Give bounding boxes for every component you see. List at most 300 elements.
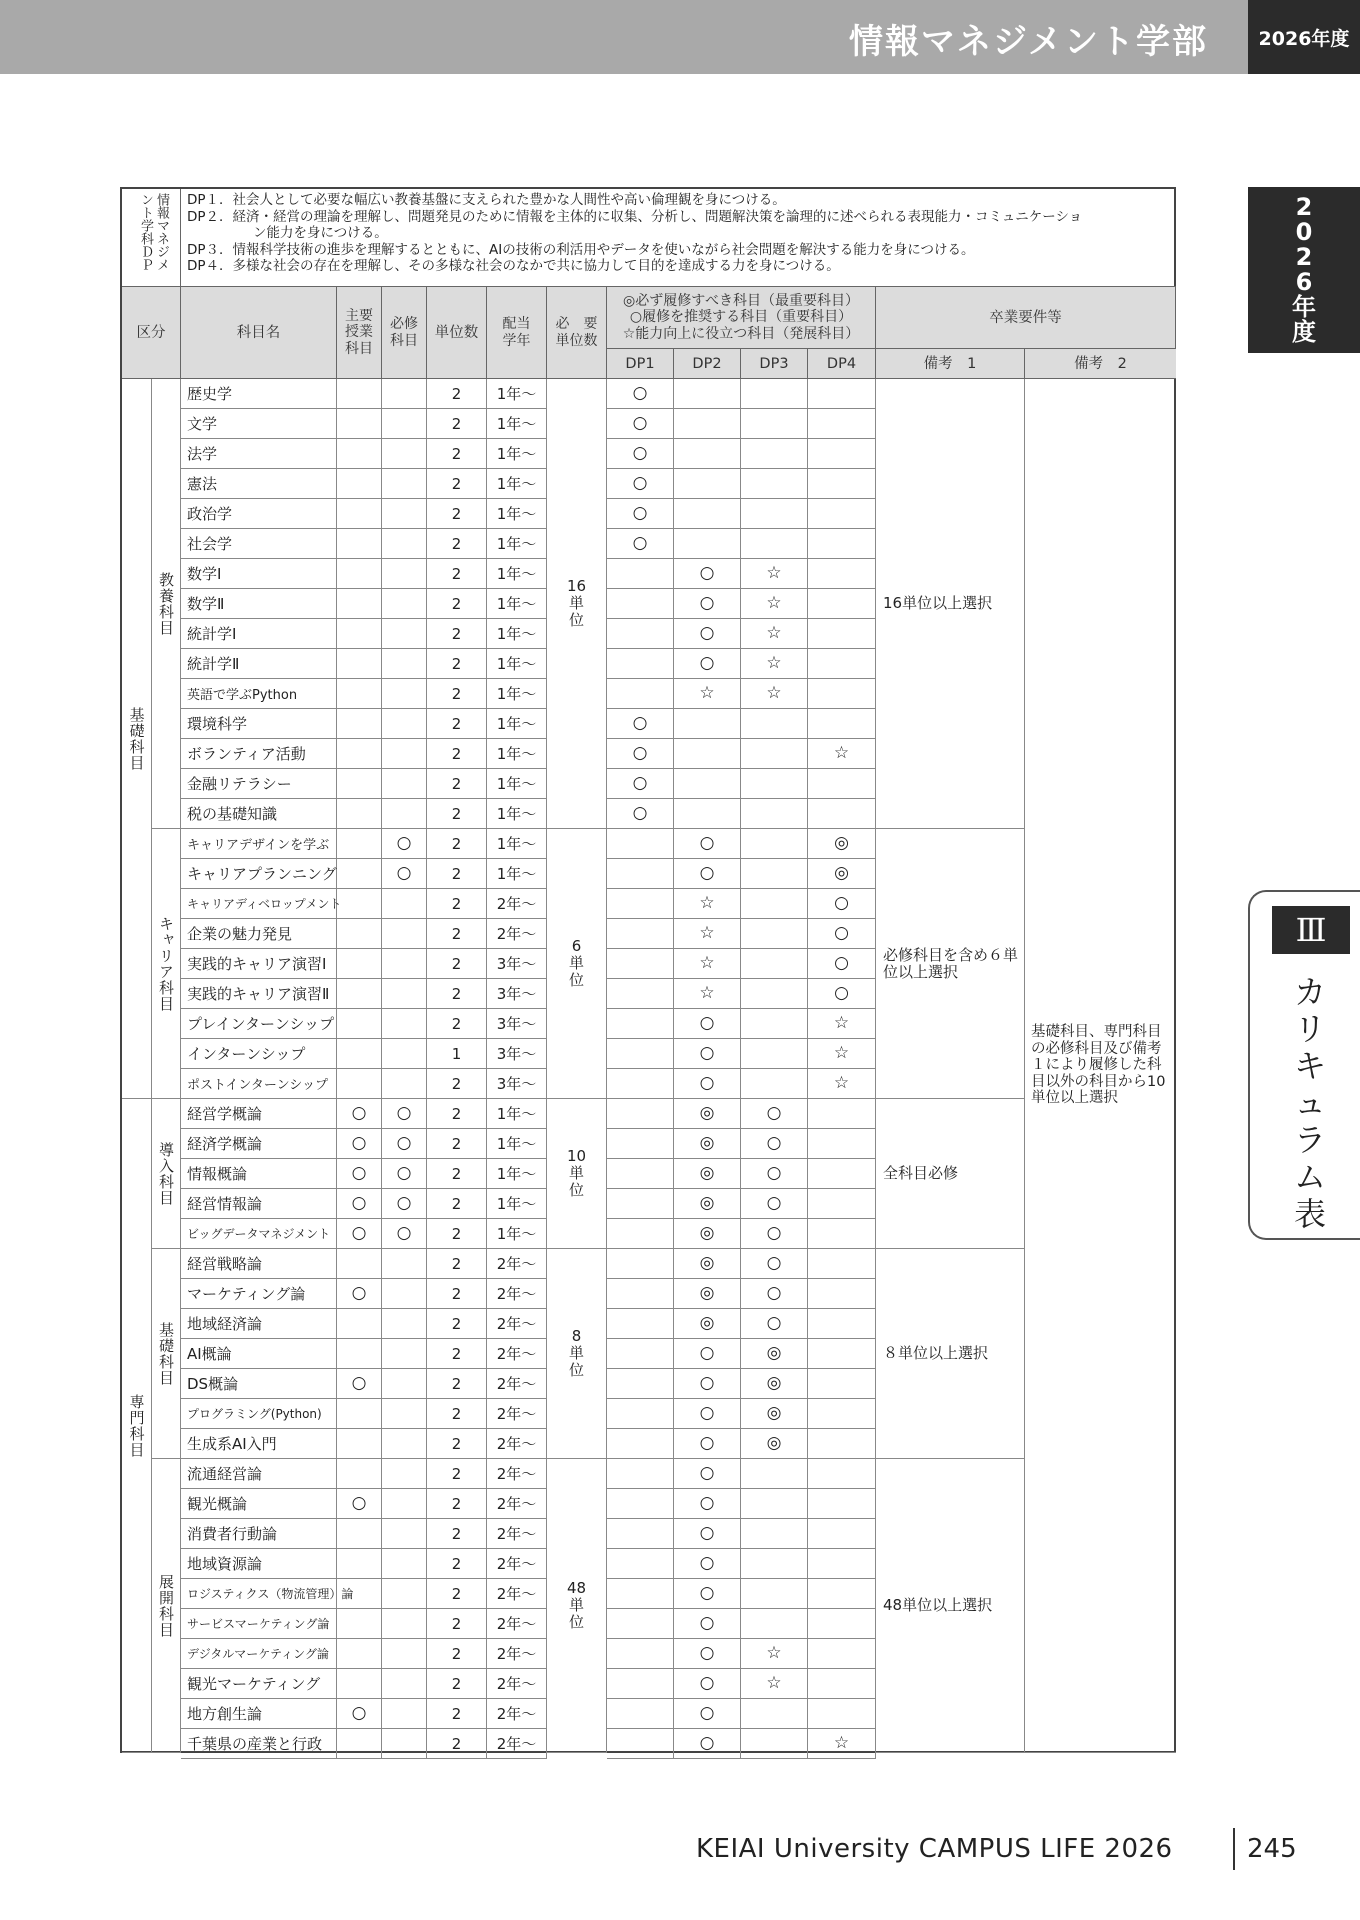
dp2-mark — [674, 979, 741, 1009]
course-name: 観光概論 — [181, 1489, 337, 1519]
side-year-tab — [1248, 187, 1360, 353]
needed-units-group — [547, 1249, 607, 1459]
course-name: 実践的キャリア演習Ⅱ — [181, 979, 337, 1009]
needed-units-char: 位 — [568, 1613, 584, 1631]
year-value: 1年〜 — [487, 739, 547, 769]
mark-symbol: ◎ — [699, 1193, 715, 1213]
required-mark — [382, 1399, 427, 1429]
dp1-mark — [607, 1099, 674, 1129]
required-mark — [382, 1519, 427, 1549]
header-remark2: 備考 2 — [1025, 349, 1176, 379]
dp4-mark — [808, 1639, 876, 1669]
dp4-mark — [808, 1009, 876, 1039]
units-value: 2 — [427, 649, 487, 679]
side-year-char: 0 — [1295, 218, 1313, 246]
required-mark — [382, 1729, 427, 1759]
units-value: 2 — [427, 1339, 487, 1369]
side-year-char: 年 — [1292, 293, 1316, 321]
dp3-mark — [741, 829, 808, 859]
dp4-mark — [808, 1579, 876, 1609]
year-value: 3年〜 — [487, 949, 547, 979]
mark-symbol: ○ — [766, 1313, 782, 1333]
dp2-mark — [674, 1129, 741, 1159]
remark1-group — [876, 829, 1025, 1099]
course-name: 企業の魅力発見 — [181, 919, 337, 949]
course-name: デジタルマーケティング論 — [181, 1639, 337, 1669]
mark-symbol: ○ — [699, 1673, 715, 1693]
side-year-char: 度 — [1292, 318, 1316, 346]
required-mark — [382, 949, 427, 979]
dp-line: DP３．情報科学技術の進歩を理解するとともに、AIの技術の利活用やデータを使いながら社会問題を解決する能力を身につける。 — [187, 241, 975, 258]
major-mark — [337, 1579, 382, 1609]
mark-symbol: ○ — [699, 1013, 715, 1033]
mark-symbol: ○ — [351, 1133, 367, 1153]
dp1-mark — [607, 1639, 674, 1669]
remark1-text: 48単位以上選択 — [883, 1596, 993, 1614]
dp4-mark — [808, 889, 876, 919]
dp3-mark — [741, 679, 808, 709]
mark-symbol: ○ — [766, 1193, 782, 1213]
mark-symbol: ◎ — [699, 1223, 715, 1243]
dp4-mark — [808, 1399, 876, 1429]
header-required-line: 科目 — [390, 332, 418, 349]
required-mark — [382, 1639, 427, 1669]
major-mark — [337, 1039, 382, 1069]
required-mark — [382, 1459, 427, 1489]
dp4-mark — [808, 799, 876, 829]
major-mark — [337, 469, 382, 499]
units-value: 2 — [427, 1429, 487, 1459]
needed-units-value: 48 — [566, 1579, 587, 1597]
units-value: 2 — [427, 799, 487, 829]
course-name: 金融リテラシー — [181, 769, 337, 799]
dp3-mark — [741, 1609, 808, 1639]
mark-symbol: ○ — [699, 863, 715, 883]
dp2-mark — [674, 1639, 741, 1669]
header-units: 単位数 — [427, 287, 487, 379]
units-value: 2 — [427, 889, 487, 919]
dp4-mark — [808, 1729, 876, 1759]
course-name: 社会学 — [181, 529, 337, 559]
units-value: 2 — [427, 559, 487, 589]
dp3-mark — [741, 1009, 808, 1039]
course-name: 歴史学 — [181, 379, 337, 409]
dp2-mark — [674, 1579, 741, 1609]
course-name: 数学Ⅱ — [181, 589, 337, 619]
remark2-text: 基礎科目、専門科目の必修科目及び備考１により履修した科目以外の科目から10単位以上選択 — [1031, 1024, 1166, 1107]
year-value: 2年〜 — [487, 1249, 547, 1279]
dp3-mark — [741, 1429, 808, 1459]
dp4-mark — [808, 919, 876, 949]
mark-symbol: ○ — [632, 503, 648, 523]
header-remark1: 備考 1 — [876, 349, 1025, 379]
mark-symbol: ○ — [699, 1403, 715, 1423]
course-name: 憲法 — [181, 469, 337, 499]
major-mark — [337, 409, 382, 439]
course-name: 統計学Ⅱ — [181, 649, 337, 679]
dp4-mark — [808, 1099, 876, 1129]
header-year — [487, 287, 547, 379]
dp3-mark — [741, 1129, 808, 1159]
required-mark — [382, 409, 427, 439]
units-value: 2 — [427, 1129, 487, 1159]
mark-symbol: ○ — [351, 1493, 367, 1513]
faculty-title: 情報マネジメント学部 — [849, 22, 1208, 62]
mark-symbol: ○ — [699, 1043, 715, 1063]
category-senmon-kiso-label: 基礎科目 — [157, 1321, 175, 1386]
side-year-char: 6 — [1295, 268, 1313, 296]
mark-symbol: ◎ — [699, 1313, 715, 1333]
major-mark — [337, 889, 382, 919]
legend-line: ○履修を推奨する科目（重要科目） — [629, 309, 853, 326]
needed-units-char: 単 — [568, 954, 584, 972]
dp1-mark — [607, 1429, 674, 1459]
major-mark — [337, 439, 382, 469]
major-mark — [337, 1609, 382, 1639]
dp1-mark — [607, 1249, 674, 1279]
course-name: 消費者行動論 — [181, 1519, 337, 1549]
year-value: 1年〜 — [487, 1219, 547, 1249]
dp2-mark — [674, 589, 741, 619]
dp2-mark — [674, 529, 741, 559]
mark-symbol: ○ — [699, 1583, 715, 1603]
year-value: 2年〜 — [487, 1429, 547, 1459]
required-mark — [382, 799, 427, 829]
dp2-mark — [674, 1459, 741, 1489]
legend-line: ☆能力向上に役立つ科目（発展科目） — [622, 325, 860, 342]
dp3-mark — [741, 619, 808, 649]
major-mark — [337, 559, 382, 589]
category-career — [152, 829, 181, 1099]
dp2-mark — [674, 709, 741, 739]
year-value: 2年〜 — [487, 1279, 547, 1309]
dp3-mark — [741, 889, 808, 919]
units-value: 2 — [427, 409, 487, 439]
mark-symbol: ☆ — [766, 593, 782, 613]
dp2-mark — [674, 379, 741, 409]
course-name: 経営戦略論 — [181, 1249, 337, 1279]
major-mark — [337, 769, 382, 799]
mark-symbol: ○ — [699, 1553, 715, 1573]
year-value: 2年〜 — [487, 919, 547, 949]
units-value: 2 — [427, 1669, 487, 1699]
mark-symbol: ○ — [766, 1163, 782, 1183]
dp3-mark — [741, 1459, 808, 1489]
dp1-mark — [607, 649, 674, 679]
needed-units-char: 位 — [568, 971, 584, 989]
dp2-mark — [674, 1429, 741, 1459]
major-mark — [337, 1189, 382, 1219]
units-value: 2 — [427, 1519, 487, 1549]
year-value: 1年〜 — [487, 679, 547, 709]
mark-symbol: ☆ — [766, 1643, 782, 1663]
dp-line: DP４．多様な社会の存在を理解し、その多様な社会のなかで共に協力して目的を達成する力を身につける。 — [187, 258, 840, 274]
mark-symbol: ○ — [396, 1223, 412, 1243]
chapter-label — [1294, 974, 1326, 1233]
required-mark — [382, 1669, 427, 1699]
mark-symbol: ○ — [766, 1253, 782, 1273]
header-major — [337, 287, 382, 379]
needed-units-value: 10 — [566, 1147, 587, 1165]
category-kiso-label: 基礎科目 — [127, 706, 146, 771]
dp-label-col: 情報マネジメ — [154, 193, 169, 271]
dp1-mark — [607, 1279, 674, 1309]
units-value: 2 — [427, 949, 487, 979]
header-required-line: 必修 — [390, 316, 418, 332]
needed-units-value: 6 — [571, 937, 582, 955]
year-value: 3年〜 — [487, 1009, 547, 1039]
dp3-mark — [741, 1399, 808, 1429]
header-needed-line: 単位数 — [555, 332, 598, 349]
remark1-text: 16単位以上選択 — [883, 594, 993, 612]
units-value: 2 — [427, 499, 487, 529]
year-value: 2年〜 — [487, 1579, 547, 1609]
needed-units-group — [547, 1099, 607, 1249]
needed-units-char: 単 — [568, 1164, 584, 1182]
mark-symbol: ○ — [699, 653, 715, 673]
required-mark — [382, 439, 427, 469]
mark-symbol: ◎ — [834, 833, 849, 853]
header-needed-line: 必 要 — [555, 316, 598, 332]
year-value: 1年〜 — [487, 829, 547, 859]
dp4-mark — [808, 679, 876, 709]
course-name: DS概論 — [181, 1369, 337, 1399]
units-value: 2 — [427, 739, 487, 769]
year-value: 2年〜 — [487, 1729, 547, 1759]
chapter-tab[interactable] — [1248, 890, 1360, 1240]
year-value: 1年〜 — [487, 409, 547, 439]
mark-symbol: ☆ — [766, 683, 782, 703]
mark-symbol: ○ — [351, 1373, 367, 1393]
dp2-mark — [674, 769, 741, 799]
header-major-line: 主要 — [345, 307, 373, 324]
dp-label — [122, 189, 181, 287]
course-name: ポストインターンシップ — [181, 1069, 337, 1099]
dp2-mark — [674, 1609, 741, 1639]
dp3-mark — [741, 499, 808, 529]
dp1-mark — [607, 889, 674, 919]
dp3-mark — [741, 979, 808, 1009]
units-value: 2 — [427, 1399, 487, 1429]
mark-symbol: ○ — [632, 443, 648, 463]
diploma-policy-list — [181, 189, 1176, 287]
dp1-mark — [607, 1519, 674, 1549]
course-name: 地域資源論 — [181, 1549, 337, 1579]
dp1-mark — [607, 1459, 674, 1489]
dp4-mark — [808, 949, 876, 979]
mark-symbol: ○ — [699, 1073, 715, 1093]
mark-symbol: ◎ — [699, 1283, 715, 1303]
dp4-mark — [808, 529, 876, 559]
dp4-mark — [808, 439, 876, 469]
year-value: 1年〜 — [487, 859, 547, 889]
remark1-text: 必修科目を含め６単位以上選択 — [883, 945, 1019, 981]
dp3-mark — [741, 529, 808, 559]
units-value: 2 — [427, 1609, 487, 1639]
dp3-mark — [741, 409, 808, 439]
mark-symbol: ☆ — [699, 953, 715, 973]
mark-symbol: ◎ — [766, 1433, 782, 1453]
course-name: 法学 — [181, 439, 337, 469]
major-mark — [337, 1729, 382, 1759]
year-value: 2年〜 — [487, 1309, 547, 1339]
dp2-mark — [674, 1099, 741, 1129]
dp4-mark — [808, 1459, 876, 1489]
dp3-mark — [741, 439, 808, 469]
mark-symbol: ○ — [699, 1523, 715, 1543]
year-value: 1年〜 — [487, 649, 547, 679]
dp3-mark — [741, 709, 808, 739]
required-mark — [382, 619, 427, 649]
mark-symbol: ☆ — [699, 923, 715, 943]
mark-symbol: ○ — [351, 1283, 367, 1303]
required-mark — [382, 859, 427, 889]
needed-units-group — [547, 379, 607, 829]
mark-symbol: ☆ — [699, 893, 715, 913]
dp2-mark — [674, 799, 741, 829]
dp3-mark — [741, 1519, 808, 1549]
major-mark — [337, 649, 382, 679]
units-value: 2 — [427, 1189, 487, 1219]
dp3-mark — [741, 1099, 808, 1129]
major-mark — [337, 1069, 382, 1099]
dp1-mark — [607, 1579, 674, 1609]
major-mark — [337, 1489, 382, 1519]
year-value: 2年〜 — [487, 1549, 547, 1579]
dp3-mark — [741, 1639, 808, 1669]
required-mark — [382, 1249, 427, 1279]
header-major-line: 科目 — [345, 340, 373, 357]
major-mark — [337, 979, 382, 1009]
dp4-mark — [808, 769, 876, 799]
dp4-mark — [808, 1369, 876, 1399]
header-dp1: DP1 — [607, 349, 674, 379]
dp3-mark — [741, 949, 808, 979]
year-value: 1年〜 — [487, 529, 547, 559]
dp1-mark — [607, 1009, 674, 1039]
required-mark — [382, 649, 427, 679]
major-mark — [337, 1699, 382, 1729]
mark-symbol: ○ — [699, 833, 715, 853]
required-mark — [382, 739, 427, 769]
dp3-mark — [741, 1489, 808, 1519]
needed-units-value: 8 — [571, 1327, 582, 1345]
dp3-mark — [741, 559, 808, 589]
major-mark — [337, 529, 382, 559]
required-mark — [382, 1039, 427, 1069]
mark-symbol: ☆ — [766, 653, 782, 673]
major-mark — [337, 1399, 382, 1429]
units-value: 2 — [427, 1459, 487, 1489]
units-value: 2 — [427, 589, 487, 619]
dp2-mark — [674, 1159, 741, 1189]
units-value: 2 — [427, 1309, 487, 1339]
dp4-mark — [808, 709, 876, 739]
mark-symbol: ○ — [632, 383, 648, 403]
units-value: 2 — [427, 679, 487, 709]
required-mark — [382, 1129, 427, 1159]
course-name: キャリアプランニング — [181, 859, 337, 889]
units-value: 2 — [427, 619, 487, 649]
required-mark — [382, 1159, 427, 1189]
dp2-mark — [674, 679, 741, 709]
dp1-mark — [607, 709, 674, 739]
mark-symbol: ○ — [351, 1193, 367, 1213]
course-name: 政治学 — [181, 499, 337, 529]
dp1-mark — [607, 1129, 674, 1159]
needed-units-char: 位 — [568, 611, 584, 629]
mark-symbol: ○ — [351, 1703, 367, 1723]
required-mark — [382, 589, 427, 619]
needed-units-char: 単 — [568, 1344, 584, 1362]
course-name: ロジスティクス（物流管理）論 — [181, 1579, 337, 1609]
dp2-mark — [674, 469, 741, 499]
units-value: 2 — [427, 1099, 487, 1129]
dp3-mark — [741, 1279, 808, 1309]
dp1-mark — [607, 529, 674, 559]
category-kyouyou — [152, 379, 181, 829]
course-name: インターンシップ — [181, 1039, 337, 1069]
header-graduation: 卒業要件等 — [876, 287, 1176, 349]
dp2-mark — [674, 739, 741, 769]
dp2-mark — [674, 829, 741, 859]
needed-units-group — [547, 829, 607, 1099]
units-value: 2 — [427, 1009, 487, 1039]
units-value: 2 — [427, 919, 487, 949]
mark-symbol: ○ — [632, 773, 648, 793]
dp1-mark — [607, 1219, 674, 1249]
legend-line: ◎必ず履修すべき科目（最重要科目） — [623, 292, 859, 309]
category-career-label: キャリア科目 — [157, 915, 175, 1012]
dp1-mark — [607, 1489, 674, 1519]
required-mark — [382, 1579, 427, 1609]
required-mark — [382, 679, 427, 709]
dp2-mark — [674, 1219, 741, 1249]
dp2-mark — [674, 1699, 741, 1729]
required-mark — [382, 769, 427, 799]
dp1-mark — [607, 499, 674, 529]
needed-units-char: 単 — [568, 594, 584, 612]
mark-symbol: ○ — [699, 1463, 715, 1483]
dp1-mark — [607, 799, 674, 829]
mark-symbol: ○ — [351, 1103, 367, 1123]
units-value: 2 — [427, 1639, 487, 1669]
mark-symbol: ○ — [632, 743, 648, 763]
chapter-char: ラ — [1294, 1121, 1327, 1159]
dp4-mark — [808, 1039, 876, 1069]
mark-symbol: ☆ — [833, 1043, 850, 1063]
units-value: 2 — [427, 769, 487, 799]
dp1-mark — [607, 1069, 674, 1099]
dp3-mark — [741, 1579, 808, 1609]
category-senmon-kiso — [152, 1249, 181, 1459]
chapter-char: 表 — [1294, 1195, 1327, 1233]
curriculum-table — [120, 187, 1176, 1753]
major-mark — [337, 1009, 382, 1039]
year-value: 2年〜 — [487, 1369, 547, 1399]
course-name: 千葉県の産業と行政 — [181, 1729, 337, 1759]
category-senmon — [122, 1099, 152, 1753]
dp3-mark — [741, 859, 808, 889]
dp1-mark — [607, 1669, 674, 1699]
mark-symbol: ◎ — [766, 1403, 782, 1423]
dp3-mark — [741, 1159, 808, 1189]
dp4-mark — [808, 649, 876, 679]
mark-symbol: ☆ — [833, 743, 850, 763]
dp3-mark — [741, 1369, 808, 1399]
required-mark — [382, 559, 427, 589]
mark-symbol: ○ — [632, 533, 648, 553]
